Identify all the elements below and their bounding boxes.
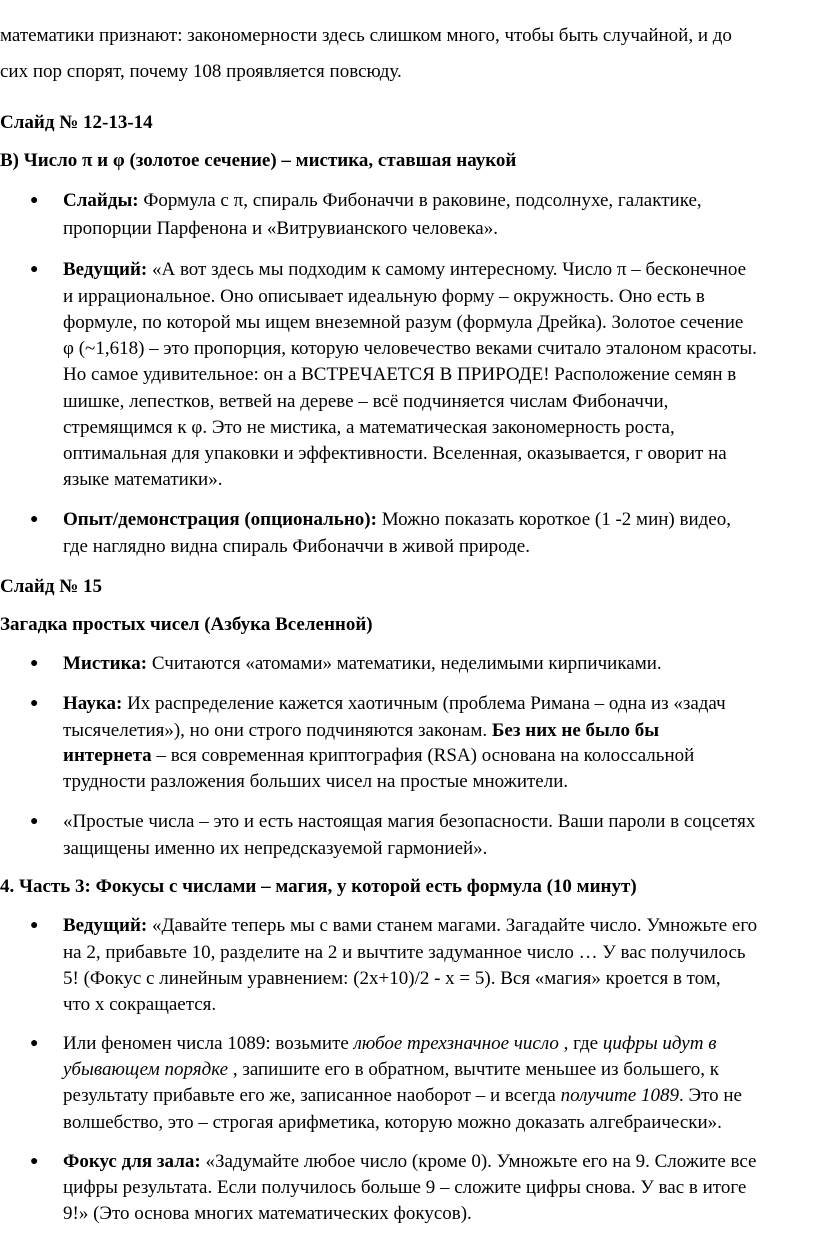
text-line: что х сокращается. — [63, 994, 217, 1015]
text-line: волшебство, это – строгая арифметика, которую можно доказать алгебраически». — [63, 1112, 722, 1133]
text-line: формуле, по которой мы ищем внеземной разум (формула Дрейка). Золотое сечение — [63, 312, 744, 333]
text-line: и иррациональное. Оно описывает идеальную форму – окружность. Оно есть в — [63, 286, 705, 307]
item-text: тысячелетия»), но они строго подчиняются законам. — [63, 720, 492, 741]
bullet-icon: ● — [30, 262, 39, 277]
item-label: Мистика: — [63, 653, 148, 674]
list-item — [63, 693, 726, 715]
list-item: «Простые числа – это и есть настоящая магия безопасности. Ваши пароли в соцсетях — [63, 811, 756, 832]
bullet-icon: ● — [30, 918, 39, 933]
list-item — [63, 190, 702, 212]
text-line: на 2, прибавьте 10, разделите на 2 и вычтите задуманное число … У вас получилось — [63, 942, 746, 963]
text-line: цифры результата. Если получилось больше 9 – сложите цифры снова. У вас в итоге — [63, 1177, 747, 1198]
item-label: Ведущий: — [63, 259, 148, 280]
slide-heading: Слайд № 12-13-14 — [0, 112, 153, 133]
text-line: где наглядно видна спираль Фибоначчи в живой природе. — [63, 536, 530, 557]
item-text: . Это не — [679, 1085, 742, 1106]
item-text: Их распределение кажется хаотичным (проблема Римана – одна из «задач — [122, 693, 726, 714]
text-line: оптимальная для упаковки и эффективности. Вселенная, оказывается, г оворит на — [63, 443, 727, 464]
bullet-icon: ● — [30, 656, 39, 671]
text-line: 5! (Фокус с линейным уравнением: (2х+10)/2 - х = 5). Вся «магия» кроется в том, — [63, 968, 721, 989]
text-line: защищены именно их непредсказуемой гармонией». — [63, 838, 488, 859]
bullet-icon: ● — [30, 814, 39, 829]
bullet-icon: ● — [30, 193, 39, 208]
text-line — [63, 1059, 719, 1081]
item-text: Или феномен числа 1089: возьмите — [63, 1033, 354, 1054]
section-subheading: Загадка простых чисел (Азбука Вселенной) — [0, 614, 373, 635]
list-item — [63, 259, 746, 281]
list-item — [63, 653, 662, 675]
list-item — [63, 1151, 757, 1173]
text-line: математики признают: закономерности здесь слишком много, чтобы быть случайной, и до — [0, 25, 732, 46]
item-text: Можно показать короткое (1 -2 мин) видео, — [376, 509, 731, 530]
item-text: Считаются «атомами» математики, неделимыми кирпичиками. — [147, 653, 662, 674]
text-line: φ (~1,618) – это пропорция, которую человечество веками считало эталоном красоты. — [63, 338, 757, 359]
list-item — [63, 509, 731, 531]
item-text: «Давайте теперь мы с вами станем магами. Загадайте число. Умножьте его — [147, 915, 758, 936]
item-label: Фокус для зала: — [63, 1151, 201, 1172]
emphasis-text: Без них не было бы — [491, 720, 660, 741]
item-text: «Задумайте любое число (кроме 0). Умножьте его на 9. Сложите все — [200, 1151, 757, 1172]
text-line — [63, 720, 659, 742]
italic-text: убывающем порядке — [63, 1059, 229, 1080]
bullet-icon: ● — [30, 1036, 39, 1051]
section-subheading: В) Число π и φ (золотое сечение) – мистика, ставшая наукой — [0, 150, 517, 171]
text-line — [63, 1085, 742, 1107]
text-line: языке математики». — [63, 469, 223, 490]
item-label: Опыт/демонстрация (опционально): — [63, 509, 377, 530]
item-label: Наука: — [63, 693, 123, 714]
list-item — [63, 915, 757, 937]
item-label: Слайды: — [63, 190, 139, 211]
text-line: пропорции Парфенона и «Витрувианского человека». — [63, 218, 498, 239]
slide-heading: Слайд № 15 — [0, 576, 103, 597]
emphasis-text: интернета — [63, 745, 152, 766]
bullet-icon: ● — [30, 1154, 39, 1169]
item-text: , запишите его в обратном, вычтите меньшее из большего, к — [228, 1059, 719, 1080]
item-label: Ведущий: — [63, 915, 148, 936]
text-line: 9!» (Это основа многих математических фокусов). — [63, 1203, 472, 1224]
italic-text: любое трехзначное число — [353, 1033, 559, 1054]
item-text: «А вот здесь мы подходим к самому интересному. Число π – бесконечное — [147, 259, 747, 280]
section-heading: 4. Часть 3: Фокусы с числами – магия, у которой есть формула (10 минут) — [0, 876, 637, 897]
italic-text: цифры идут в — [602, 1033, 717, 1054]
item-text: – вся современная криптография (RSA) основана на колоссальной — [151, 745, 695, 766]
item-text: Формула с π, спираль Фибоначчи в раковине, подсолнухе, галактике, — [138, 190, 702, 211]
bullet-icon: ● — [30, 696, 39, 711]
list-item — [63, 1033, 716, 1055]
text-line: Но самое удивительное: он а ВСТРЕЧАЕТСЯ В ПРИРОДЕ! Расположение семян в — [63, 364, 737, 385]
text-line: сих пор спорят, почему 108 проявляется повсюду. — [0, 61, 402, 82]
text-line: трудности разложения больших чисел на простые множители. — [63, 771, 569, 792]
text-line: шишке, лепестков, ветвей на дереве – всё подчиняется числам Фибоначчи, — [63, 391, 669, 412]
text-line — [63, 745, 694, 767]
bullet-icon: ● — [30, 512, 39, 527]
item-text: результату прибавьте его же, записанное наоборот – и всегда — [63, 1085, 561, 1106]
item-text: , где — [558, 1033, 603, 1054]
italic-text: получите 1089 — [560, 1085, 680, 1106]
text-line: стремящимся к φ. Это не мистика, а математическая закономерность роста, — [63, 417, 675, 438]
